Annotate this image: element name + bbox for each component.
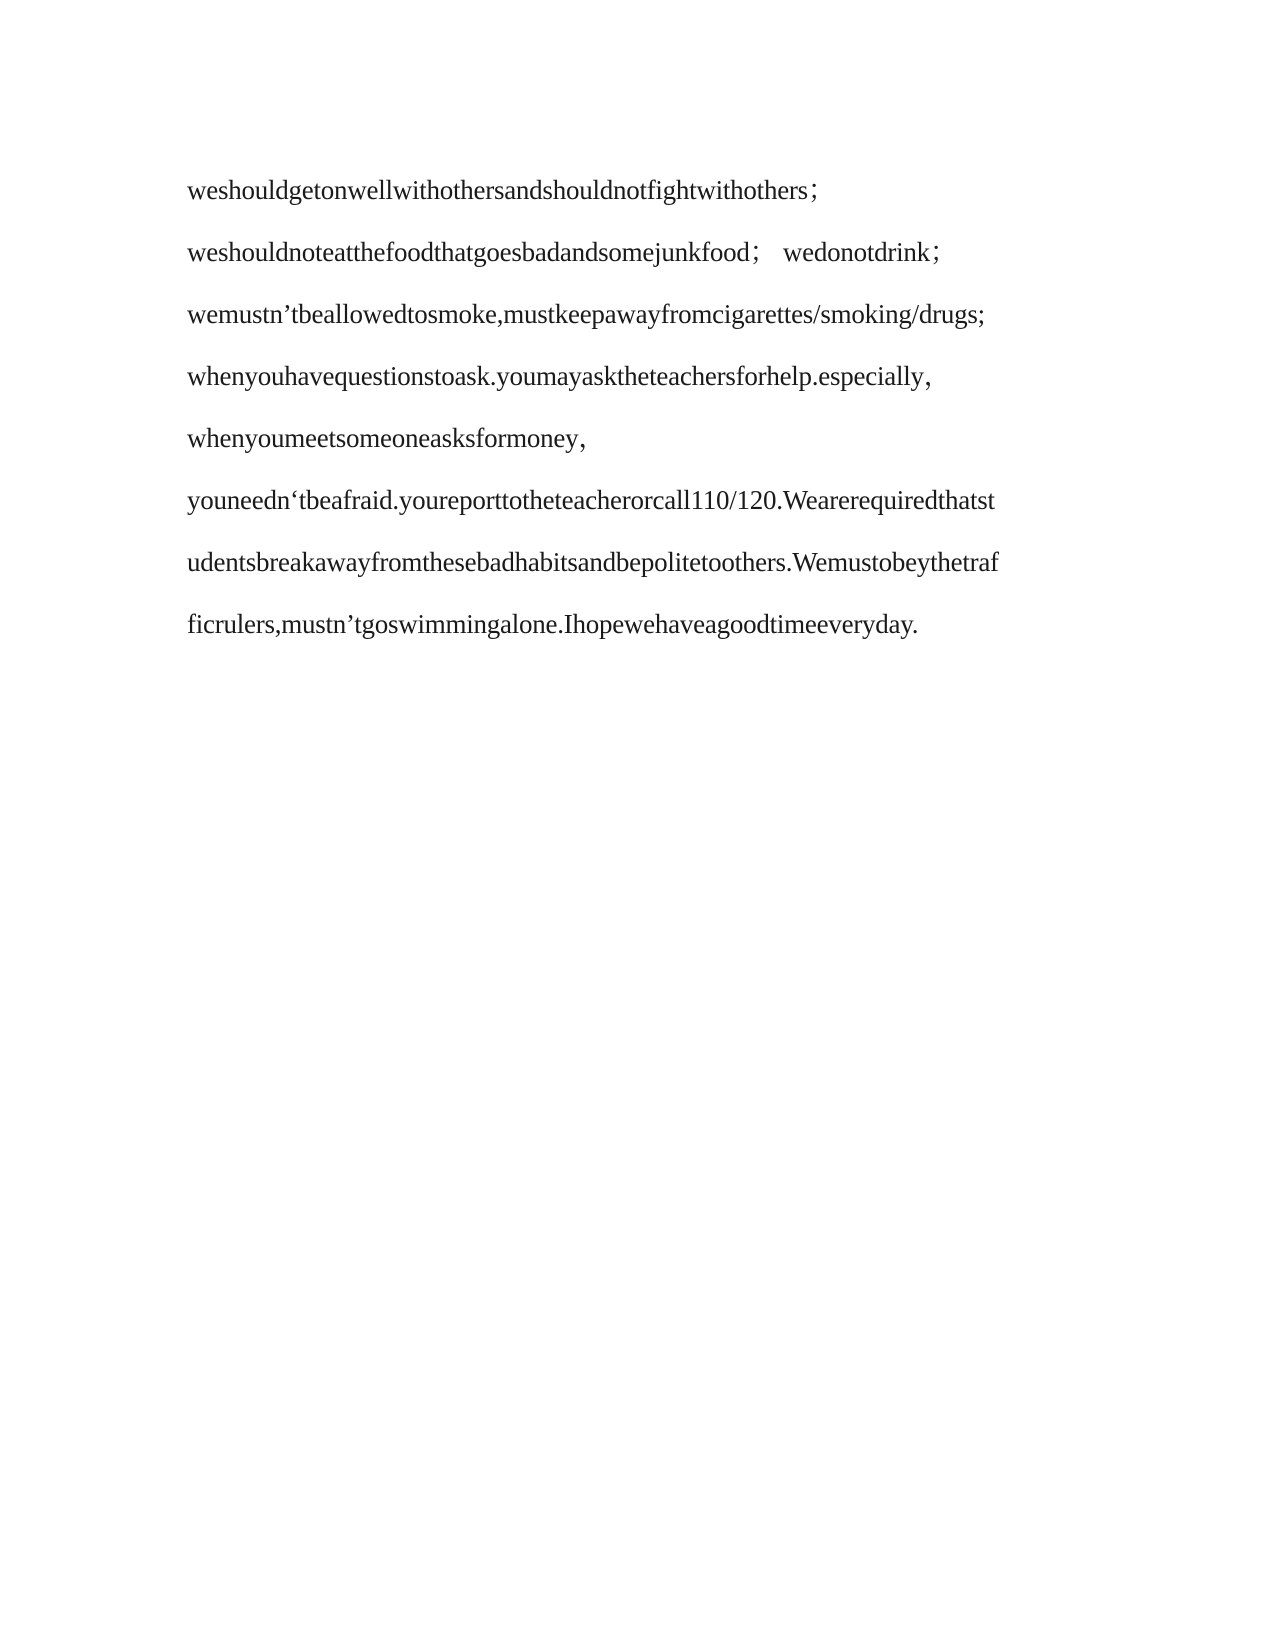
text-line: youneedn‘tbeafraid.youreporttotheteacherorcall110/120.Wearerequiredthatst: [187, 485, 995, 515]
body-text: [187, 168, 1087, 664]
text-line: weshouldgetonwellwithothersandshouldnotfightwithothers；: [187, 175, 835, 205]
text-line: udentsbreakawayfromthesebadhabitsandbepolitetoothers.Wemustobeythetraf: [187, 547, 999, 577]
text-line: weshouldnoteatthefoodthatgoesbadandsomejunkfood； wedonotdrink；: [187, 237, 957, 267]
text-line: wemustn’tbeallowedtosmoke,mustkeepawayfromcigarettes/smoking/drugs;: [187, 299, 985, 329]
text-line: whenyoumeetsomeoneasksformoney，: [187, 423, 606, 453]
text-line: ficrulers,mustn’tgoswimmingalone.Ihopewehaveagoodtimeeveryday.: [187, 609, 919, 639]
text-line: whenyouhavequestionstoask.youmayasktheteachersforhelp.especially，: [187, 361, 951, 391]
